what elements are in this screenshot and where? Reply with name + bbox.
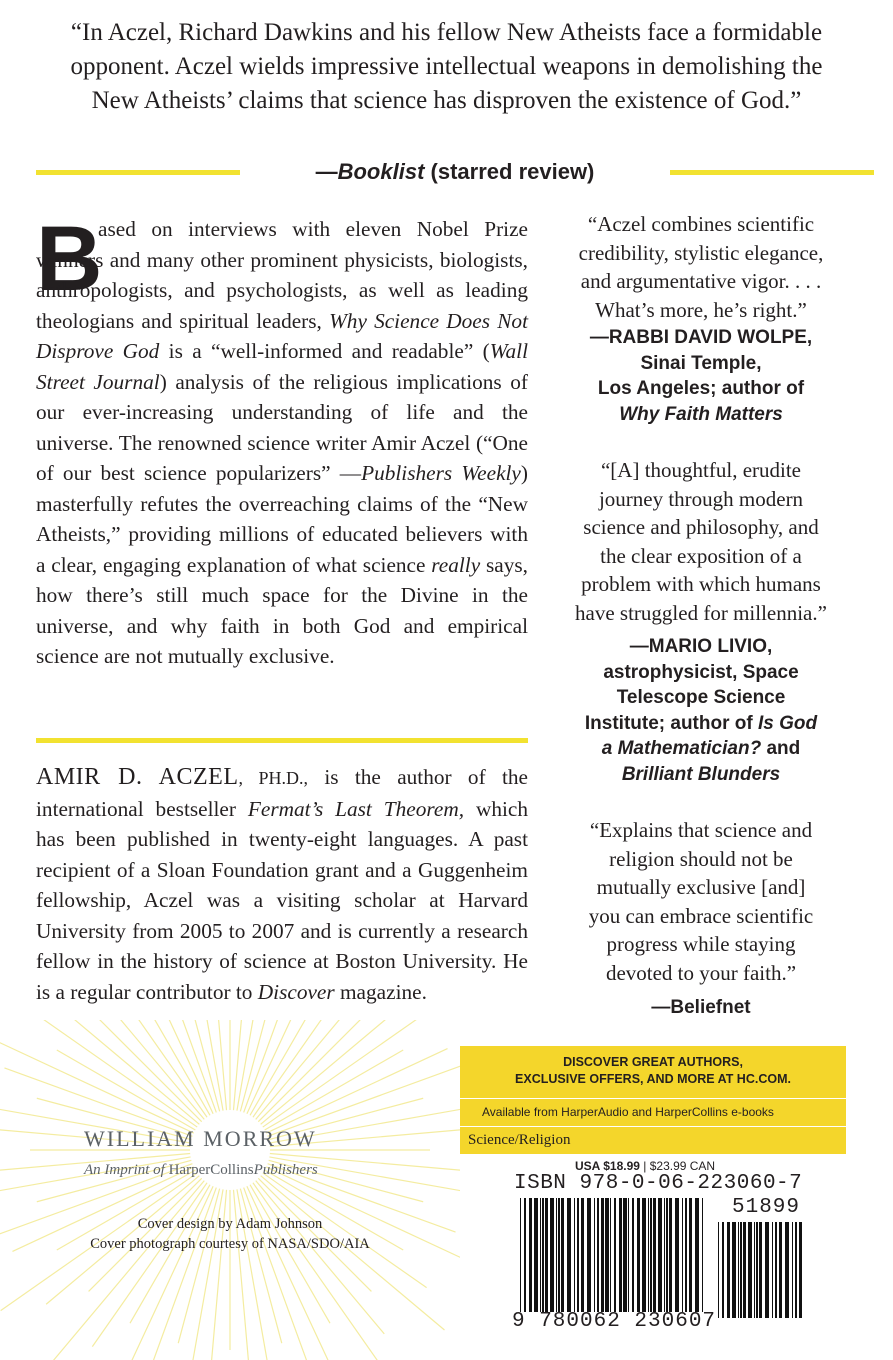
- desc-part-5: says, how there’s still much space for the Divine in the universe, and why faith in both God and empirical science are not mutually exclusive.: [36, 552, 528, 668]
- price-label: [575, 1159, 715, 1173]
- blurb-line: journey through modern: [598, 486, 804, 511]
- barcode-bar: [772, 1222, 773, 1318]
- barcode-bar: [556, 1198, 557, 1312]
- attr-line: and: [761, 738, 801, 759]
- sunburst-ray: [263, 1020, 460, 1127]
- attr-line: Sinai Temple,: [640, 352, 762, 374]
- barcode-bar: [738, 1222, 739, 1318]
- barcode-bar: [727, 1222, 730, 1318]
- desc-part-4: ) masterfully refutes the overreaching claims of the “New Atheists,” providing millions of educated believers with a clear, engaging explanation of what science: [36, 461, 528, 577]
- blurb-line: religion should not be: [609, 846, 793, 871]
- bio-part-3: magazine.: [334, 979, 427, 1004]
- barcode-bar: [675, 1198, 679, 1312]
- blurb-beliefnet-attribution: —Beliefnet: [651, 997, 751, 1018]
- barcode-bar: [718, 1222, 719, 1318]
- barcode-bar: [799, 1222, 802, 1318]
- barcode-bar: [650, 1198, 652, 1312]
- barcode-bar: [702, 1198, 703, 1312]
- barcode-bar: [765, 1222, 769, 1318]
- sunburst-ray: [256, 1181, 385, 1334]
- promo-line: DISCOVER GREAT AUTHORS,: [563, 1055, 743, 1069]
- promo-audio-row: [460, 1098, 846, 1127]
- promo-headline: [460, 1054, 846, 1088]
- blurb-line: problem with which humans: [581, 572, 821, 596]
- author-name: AMIR D. ACZEL: [36, 764, 239, 790]
- blurb-line: you can embrace scientific: [588, 903, 814, 928]
- sunburst-ray: [0, 1032, 194, 1133]
- bio-part-2: which has been published in twenty-eight languages. A past recipient of a Sloan Foundation grant and a Guggenheim fellowship, Aczel was a visiting scholar at Harvard University from 2005 to 2007 and is currently a research fellow in the history of science at Boston University. He is a regular contributor to: [36, 796, 528, 1004]
- barcode-bar: [577, 1198, 579, 1312]
- barcode-bar: [732, 1222, 736, 1318]
- bestseller-title: Fermat’s Last Theorem,: [247, 796, 465, 821]
- sunburst-ray: [256, 1020, 410, 1119]
- imprint-harpercollins: HarperCollins: [168, 1162, 254, 1178]
- blurb-line: have struggled for millennia.”: [575, 600, 827, 625]
- price-can: | $23.99 CAN: [639, 1159, 716, 1173]
- barcode-bar: [748, 1222, 752, 1318]
- sunburst-ray: [250, 1020, 330, 1115]
- barcode-main: [520, 1198, 704, 1312]
- blurb-line: the clear exposition of a: [600, 543, 802, 568]
- starred-review-note: (starred review): [430, 159, 595, 184]
- attr-book-title: a Mathematician?: [601, 738, 762, 759]
- blurb-line: What’s more, he’s right.”: [595, 297, 807, 322]
- blurb-line: and argumentative vigor. . . .: [580, 269, 822, 293]
- isbn-text: ISBN 978-0-06-223060-7: [514, 1172, 803, 1195]
- blurb-line: “Aczel combines scientific: [587, 212, 815, 236]
- price-usa: USA $18.99: [575, 1159, 640, 1173]
- bio-part-1: is the author of the international bestseller: [36, 765, 529, 821]
- barcode-bar: [648, 1198, 649, 1312]
- publishers-weekly-italic: Publishers Weekly: [361, 461, 521, 485]
- author-bio: [36, 762, 528, 1007]
- really-italic: really: [431, 552, 481, 577]
- barcode-bar: [567, 1198, 571, 1312]
- sunburst-ray: [57, 1050, 196, 1130]
- attr-book-title: Brilliant Blunders: [621, 763, 781, 785]
- barcode-bar: [540, 1198, 541, 1312]
- blurb-livio-attribution: [548, 634, 854, 787]
- magazine-title: Discover: [257, 979, 335, 1004]
- barcode-bar: [759, 1222, 762, 1318]
- imprint-publishers: Publishers: [253, 1162, 318, 1178]
- cover-credits: [40, 1214, 420, 1254]
- blurb-line: progress while staying: [606, 932, 796, 956]
- barcode-bar: [614, 1198, 616, 1312]
- book-category: Science/Religion: [468, 1132, 571, 1148]
- barcode-bar: [740, 1222, 742, 1318]
- top-review-quote: “In Aczel, Richard Dawkins and his fellow New Atheists face a formidable opponent. Aczel wields impressive intellectual weapons in demolishing the New Atheists’ claims that science has disproven the existence of God.”: [70, 19, 823, 114]
- publisher-name: WILLIAM MORROW: [84, 1126, 317, 1151]
- sunburst-ray: [178, 1189, 219, 1344]
- barcode-bar: [682, 1198, 683, 1312]
- barcode-bar: [685, 1198, 687, 1312]
- attr-line: Los Angeles; author of: [597, 378, 805, 399]
- barcode-bar: [597, 1198, 599, 1312]
- barcode-bar: [623, 1198, 627, 1312]
- blurb-livio-quote: [548, 456, 854, 627]
- barcode-bar: [558, 1198, 560, 1312]
- barcode-bar: [779, 1222, 782, 1318]
- blurb-line: science and philosophy, and: [583, 515, 819, 539]
- barcode-bar: [785, 1222, 789, 1318]
- blurb-line: mutually exclusive [and]: [596, 875, 806, 899]
- blurb-line: “Explains that science and: [589, 818, 813, 842]
- barcode-bar: [524, 1198, 526, 1312]
- blurb-beliefnet-quote: [548, 816, 854, 987]
- drop-cap-letter: B: [36, 208, 103, 310]
- price-code: 51899: [732, 1196, 801, 1219]
- book-title-italic: Why Science Does Not Disprove God: [36, 308, 528, 363]
- barcode-bar: [653, 1198, 656, 1312]
- yellow-rule-middle: [36, 738, 528, 743]
- barcode-bar: [637, 1198, 640, 1312]
- blurb-line: credibility, stylistic elegance,: [578, 240, 824, 265]
- barcode-bar: [561, 1198, 564, 1312]
- barcode-bar: [542, 1198, 544, 1312]
- barcode-bar: [619, 1198, 622, 1312]
- barcode-bar: [642, 1198, 646, 1312]
- attr-book-title: Is God: [757, 712, 818, 734]
- barcode-bar: [795, 1222, 797, 1318]
- barcode-number: 9 780062 230607: [512, 1310, 717, 1333]
- promo-box: [460, 1046, 846, 1154]
- sunburst-ray: [233, 1020, 250, 1110]
- attr-book-title: Why Faith Matters: [619, 403, 783, 425]
- wsj-italic: Wall Street Journal: [36, 339, 528, 394]
- barcode-bar: [664, 1198, 665, 1312]
- blurb-line: “[A] thoughtful, erudite: [600, 458, 802, 482]
- blurb-wolpe-quote: [548, 210, 854, 324]
- sunburst-ray: [130, 1020, 210, 1115]
- barcode-bar: [756, 1222, 758, 1318]
- imprint-text: An Imprint of: [84, 1162, 169, 1178]
- barcode-bar: [632, 1198, 634, 1312]
- barcode-bar: [587, 1198, 591, 1312]
- publisher-imprint: [84, 1162, 318, 1179]
- barcode-bar: [792, 1222, 793, 1318]
- barcode-bar: [775, 1222, 777, 1318]
- barcode-bar: [722, 1222, 724, 1318]
- barcode-bar: [628, 1198, 629, 1312]
- promo-category-row: [460, 1126, 846, 1155]
- author-degree: , PH.D.,: [238, 768, 309, 788]
- barcode-bar: [520, 1198, 521, 1312]
- desc-part-2: is a “well-informed and readable” (: [159, 339, 490, 363]
- promo-audio-text: Available from HarperAudio and HarperCollins e-books: [482, 1105, 774, 1119]
- credit-line: Cover photograph courtesy of NASA/SDO/AIA: [90, 1236, 370, 1252]
- sunburst-decoration: [0, 1020, 460, 1360]
- barcode-bar: [534, 1198, 538, 1312]
- sunburst-ray: [240, 1189, 281, 1344]
- barcode-bar: [689, 1198, 692, 1312]
- barcode-bar: [658, 1198, 662, 1312]
- barcode-bar: [754, 1222, 755, 1318]
- top-review-attribution: —Booklist (starred review): [315, 159, 595, 184]
- attr-line: Institute; author of: [584, 712, 758, 734]
- barcode-bar: [581, 1198, 584, 1312]
- attr-line: Telescope Science: [616, 687, 786, 708]
- credit-line: Cover design by Adam Johnson: [137, 1216, 323, 1232]
- barcode-bar: [529, 1198, 532, 1312]
- barcode-bar: [666, 1198, 668, 1312]
- blurb-wolpe-attribution: [548, 325, 854, 427]
- attr-line: —RABBI DAVID WOLPE,: [589, 327, 813, 348]
- barcode-bar: [605, 1198, 609, 1312]
- attr-line: —MARIO LIVIO,: [629, 636, 773, 657]
- booklist-source: Booklist: [337, 159, 425, 184]
- attr-line: astrophysicist, Space: [603, 661, 799, 683]
- blurb-line: devoted to your faith.”: [605, 960, 797, 985]
- promo-line: EXCLUSIVE OFFERS, AND MORE AT HC.COM.: [515, 1072, 791, 1086]
- sunburst-ray: [268, 1054, 460, 1136]
- barcode-bar: [695, 1198, 699, 1312]
- sunburst-ray: [265, 1050, 404, 1130]
- top-review-attribution-row: [36, 155, 874, 189]
- barcode-bar: [574, 1198, 575, 1312]
- desc-part-3: ) analysis of the religious implications of our ever-increasing understanding of life and the universe. The renowned science writer Amir Aczel (“One of our best science popularizers” —: [36, 369, 528, 485]
- barcode-bar: [743, 1222, 746, 1318]
- desc-part-1: ased on interviews with eleven Nobel Prize winners and many other prominent physicists, biologists, anthropologists, and psychologists, as well as leading theologians and spiritual leaders,: [36, 217, 528, 333]
- barcode-bar: [550, 1198, 554, 1312]
- barcode-bar: [601, 1198, 604, 1312]
- barcode-bar: [610, 1198, 611, 1312]
- barcode-bar: [669, 1198, 672, 1312]
- barcode-addon: [718, 1222, 804, 1318]
- book-description: [36, 208, 528, 672]
- barcode-bar: [594, 1198, 595, 1312]
- barcode-bar: [545, 1198, 548, 1312]
